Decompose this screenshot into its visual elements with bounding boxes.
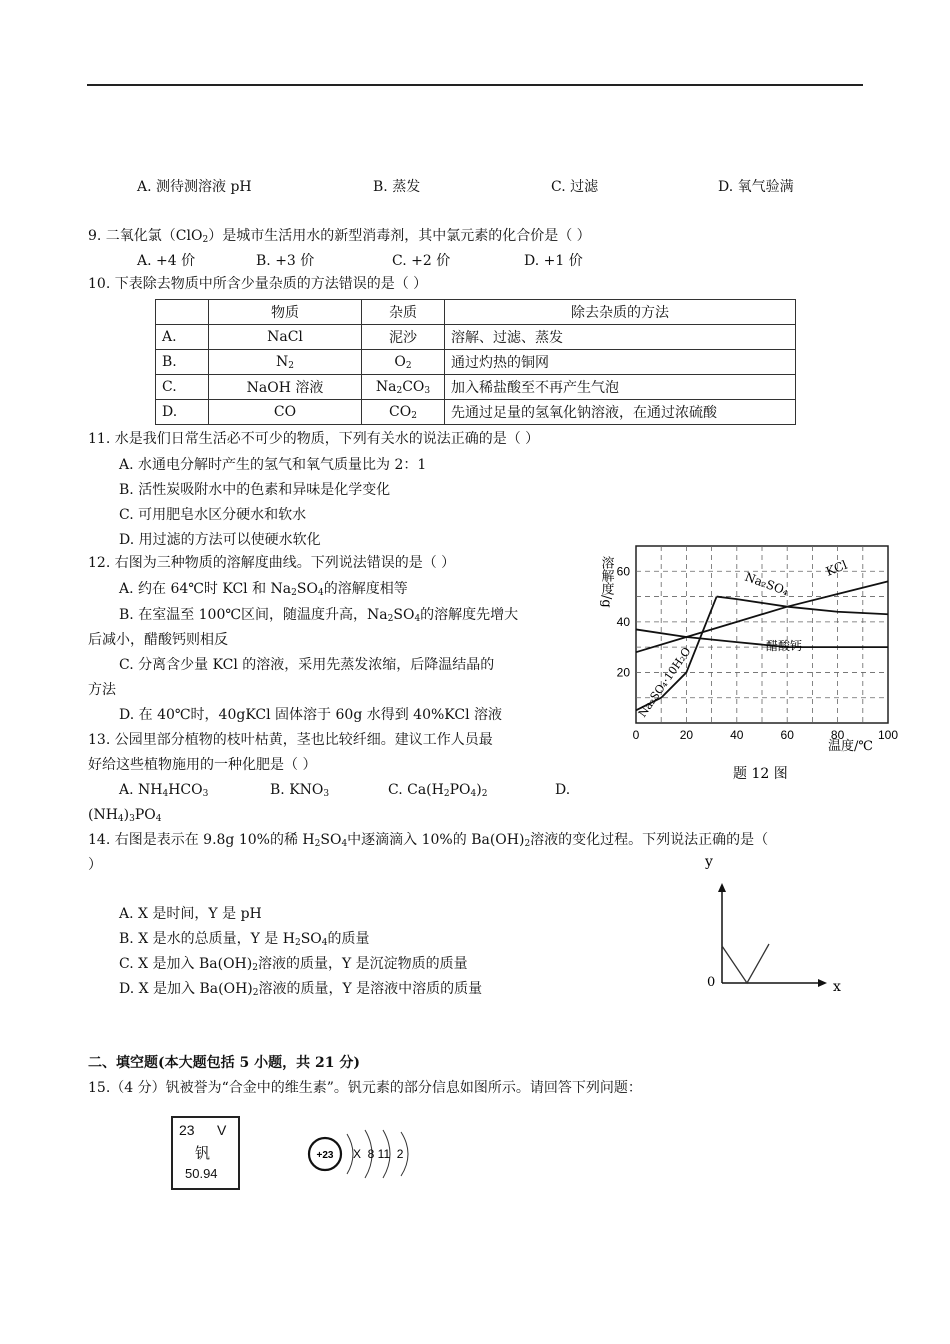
table-header-cell: 物质	[209, 300, 362, 325]
y-axis-label: 溶解度/g	[598, 556, 614, 608]
y-tick-label: 20	[616, 665, 630, 680]
row-label: C.	[156, 375, 209, 400]
substance-cell: CO	[209, 400, 362, 425]
x-tick-label: 40	[730, 728, 744, 742]
method-cell: 溶解、过滤、蒸发	[445, 325, 796, 350]
q11-option-a: A. 水通电分解时产生的氢气和氧气质量比为 2：1	[119, 457, 427, 473]
y-tick-label: 40	[616, 614, 630, 629]
q8-option-c: C. 过滤	[551, 179, 599, 195]
q12-option-c-cont: 方法	[88, 682, 116, 698]
element-card	[171, 1116, 240, 1190]
substance-cell: NaCl	[209, 325, 362, 350]
graph-y-label: y	[705, 854, 713, 870]
q14-option-c: C. X 是加入 $Ba(OH)_2$溶液的质量，Y 是沉淀物质的质量	[119, 956, 468, 973]
method-cell: 通过灼热的铜网	[445, 350, 796, 375]
q10-stem: 10. 下表除去物质中所含少量杂质的方法错误的是（ ）	[88, 276, 428, 292]
series-label-na2so4: Na₂SO₄	[742, 569, 791, 599]
substance-cell: NaOH 溶液	[209, 375, 362, 400]
impurity-cell: 泥沙	[362, 325, 445, 350]
atomic-number: 23	[179, 1122, 195, 1138]
atom-structure	[303, 1124, 433, 1184]
substance-cell: $N_2$	[209, 350, 362, 375]
q12-stem: 12. 右图为三种物质的溶解度曲线。下列说法错误的是（ ）	[88, 555, 456, 571]
q14-stem: 14. 右图是表示在 9.8g 10%的稀 $H_2SO_4$中逐滴滴入 10%的 $Ba(OH)_2$溶液的变化过程。下列说法正确的是（	[88, 832, 769, 849]
header-rule	[87, 84, 863, 86]
series-label-na2so4-hydrate: Na₂SO₄·10H₂O	[635, 645, 694, 720]
x-tick-label: 80	[830, 728, 845, 742]
q13-stem-cont: 好给这些植物施用的一种化肥是（ ）	[88, 757, 317, 773]
table-header-cell	[156, 300, 209, 325]
impurity-cell: $O_2$	[362, 350, 445, 375]
q12-option-c: C. 分离含少量 KCl 的溶液，采用先蒸发浓缩，后降温结晶的	[119, 657, 495, 673]
q12-option-b-cont: 后减小，醋酸钙则相反	[88, 632, 228, 648]
q10-table	[155, 299, 796, 425]
q14-option-a: A. X 是时间，Y 是 pH	[119, 906, 262, 922]
q11-option-d: D. 用过滤的方法可以使硬水软化	[119, 532, 321, 548]
impurity-cell: $CO_2$	[362, 400, 445, 425]
row-label: D.	[156, 400, 209, 425]
q12-option-b: B. 在室温至 100℃区间，随温度升高，$Na_2SO_4$的溶解度先增大	[119, 607, 519, 624]
q11-option-c: C. 可用肥皂水区分硬水和软水	[119, 507, 307, 523]
chart-caption: 题 12 图	[733, 766, 788, 782]
graph-curve	[722, 944, 769, 983]
graph-x-arrow	[818, 979, 827, 987]
q14-option-b: B. X 是水的总质量，Y 是 $H_2SO_4$的质量	[119, 931, 370, 948]
q13-option-c: C. $Ca(H_2PO_4)_2$	[388, 782, 488, 799]
table-header-row	[156, 300, 796, 325]
x-tick-label: 60	[780, 728, 794, 742]
table-row	[156, 375, 796, 400]
nucleus-charge: +23	[316, 1150, 334, 1161]
q8-option-d: D. 氧气验满	[718, 179, 794, 195]
table-row	[156, 350, 796, 375]
solubility-chart	[596, 538, 902, 788]
q14-stem-cont: ）	[88, 857, 102, 873]
series-line-1	[717, 597, 888, 615]
element-symbol: V	[217, 1122, 227, 1138]
q11-option-b: B. 活性炭吸附水中的色素和异味是化学变化	[119, 482, 391, 498]
graph-y-arrow	[718, 883, 726, 892]
q14-graph	[695, 850, 865, 1000]
q15-stem: 15.（4 分）钒被誉为“合金中的维生素”。钒元素的部分信息如图所示。请回答下列问题：	[88, 1080, 642, 1096]
x-tick-label: 20	[679, 728, 694, 742]
q9-option-d: D. +1 价	[524, 253, 583, 269]
table-row	[156, 400, 796, 425]
atomic-mass: 50.94	[185, 1166, 218, 1181]
q12-option-a: A. 约在 64℃时 KCl 和 $Na_2SO_4$的溶解度相等	[119, 581, 408, 598]
q9-option-c: C. +2 价	[392, 253, 451, 269]
row-label: B.	[156, 350, 209, 375]
graph-origin: 0	[707, 975, 716, 990]
method-cell: 加入稀盐酸至不再产生气泡	[445, 375, 796, 400]
x-tick-label: 0	[632, 728, 640, 742]
q8-option-a: A. 测待测溶液 pH	[137, 179, 252, 195]
y-tick-label: 60	[616, 564, 630, 579]
q9-option-b: B. +3 价	[256, 253, 315, 269]
q14-option-d: D. X 是加入 $Ba(OH)_2$溶液的质量，Y 是溶液中溶质的质量	[119, 981, 483, 998]
table-header-cell: 杂质	[362, 300, 445, 325]
q13-stem: 13. 公园里部分植物的枝叶枯黄，茎也比较纤细。建议工作人员最	[88, 732, 493, 748]
x-axis-label: 温度/℃	[828, 739, 873, 754]
q13-option-b: B. $KNO_3$	[270, 782, 330, 799]
method-cell: 先通过足量的氢氧化钠溶液，在通过浓硫酸	[445, 400, 796, 425]
q13-option-a: A. $NH_4HCO_3$	[119, 782, 209, 799]
series-label-calcium-acetate: 醋酸钙	[766, 639, 803, 653]
q9-stem: 9. 二氧化氯（ClO$_2$）是城市生活用水的新型消毒剂，其中氯元素的化合价是（ ）	[88, 228, 591, 245]
q13-option-d-cont: $(NH_4)_3PO_4$	[88, 807, 162, 824]
chart-ticks	[617, 564, 899, 742]
series-label-kcl: KCl	[823, 557, 850, 579]
section-heading: 二、填空题(本大题包括 5 小题，共 21 分)	[88, 1055, 360, 1071]
shell-electrons: X 8 11 2	[353, 1147, 404, 1161]
row-label: A.	[156, 325, 209, 350]
table-header-cell: 除去杂质的方法	[445, 300, 796, 325]
q9-option-a: A. +4 价	[137, 253, 196, 269]
impurity-cell: $Na_2CO_3$	[362, 375, 445, 400]
q8-option-b: B. 蒸发	[373, 179, 421, 195]
q11-stem: 11. 水是我们日常生活必不可少的物质，下列有关水的说法正确的是（ ）	[88, 431, 540, 447]
element-name: 钒	[195, 1144, 211, 1162]
x-tick-label: 100	[877, 728, 899, 742]
q13-option-d: D.	[555, 782, 571, 798]
graph-x-label: x	[833, 979, 841, 995]
table-row	[156, 325, 796, 350]
q12-option-d: D. 在 40℃时，40gKCl 固体溶于 60g 水得到 40%KCl 溶液	[119, 707, 503, 723]
